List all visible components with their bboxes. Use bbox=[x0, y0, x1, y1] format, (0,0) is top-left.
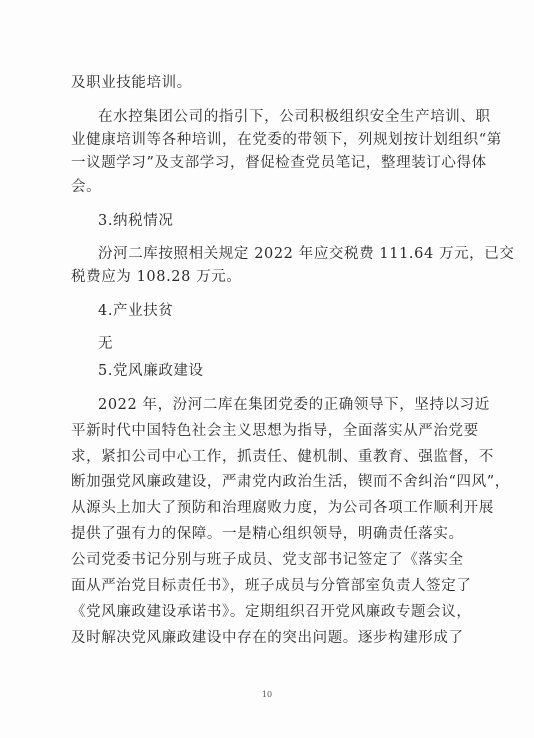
text-line: 求，紧扣公司中心工作，抓责任、健机制、重教育、强监督，不 bbox=[71, 449, 494, 465]
text-line: 公司党委书记分别与班子成员、党支部书记签定了《落实全 bbox=[71, 552, 464, 568]
text-line: 会。 bbox=[71, 179, 102, 195]
text-line: 提供了强有力的保障。一是精心组织领导，明确责任落实。 bbox=[71, 526, 464, 542]
section-heading-tax: 3.纳税情况 bbox=[98, 213, 174, 229]
text-line: 《党风廉政建设承诺书》。定期组织召开党风廉政专题会议， bbox=[71, 604, 472, 620]
text-line: 2022 年，汾河二库在集团党委的正确领导下，坚持以习近 bbox=[98, 397, 490, 413]
text-line: 一议题学习”及支部学习，督促检查党员笔记，整理装订心得体 bbox=[71, 155, 487, 171]
text-line: 业健康培训等各种培训，在党委的带领下，列规划按计划组织“第 bbox=[71, 132, 502, 148]
text-line: 及职业技能培训。 bbox=[71, 75, 192, 91]
section-heading-poverty: 4.产业扶贫 bbox=[98, 303, 174, 319]
text-line: 从源头上加大了预防和治理腐败力度，为公司各项工作顺利开展 bbox=[71, 500, 494, 516]
page-number: 10 bbox=[261, 690, 273, 699]
text-line: 及时解决党风廉政建设中存在的突出问题。逐步构建形成了 bbox=[71, 630, 464, 646]
text-line: 税费应为 108.28 万元。 bbox=[71, 269, 242, 285]
text-line: 在水控集团公司的指引下，公司积极组织安全生产培训、职 bbox=[98, 109, 491, 125]
text-line: 平新时代中国特色社会主义思想为指导，全面落实从严治党要 bbox=[71, 423, 479, 439]
section-heading-integrity: 5.党风廉政建设 bbox=[98, 363, 204, 379]
text-line: 汾河二库按照相关规定 2022 年应交税费 111.64 万元，已交 bbox=[98, 246, 515, 262]
text-line: 无 bbox=[98, 336, 114, 352]
text-line: 断加强党风廉政建设，严肃党内政治生活，锲而不舍纠治“四风”， bbox=[71, 474, 510, 490]
text-line: 面从严治党目标责任书》，班子成员与分管部室负责人签定了 bbox=[71, 578, 472, 594]
